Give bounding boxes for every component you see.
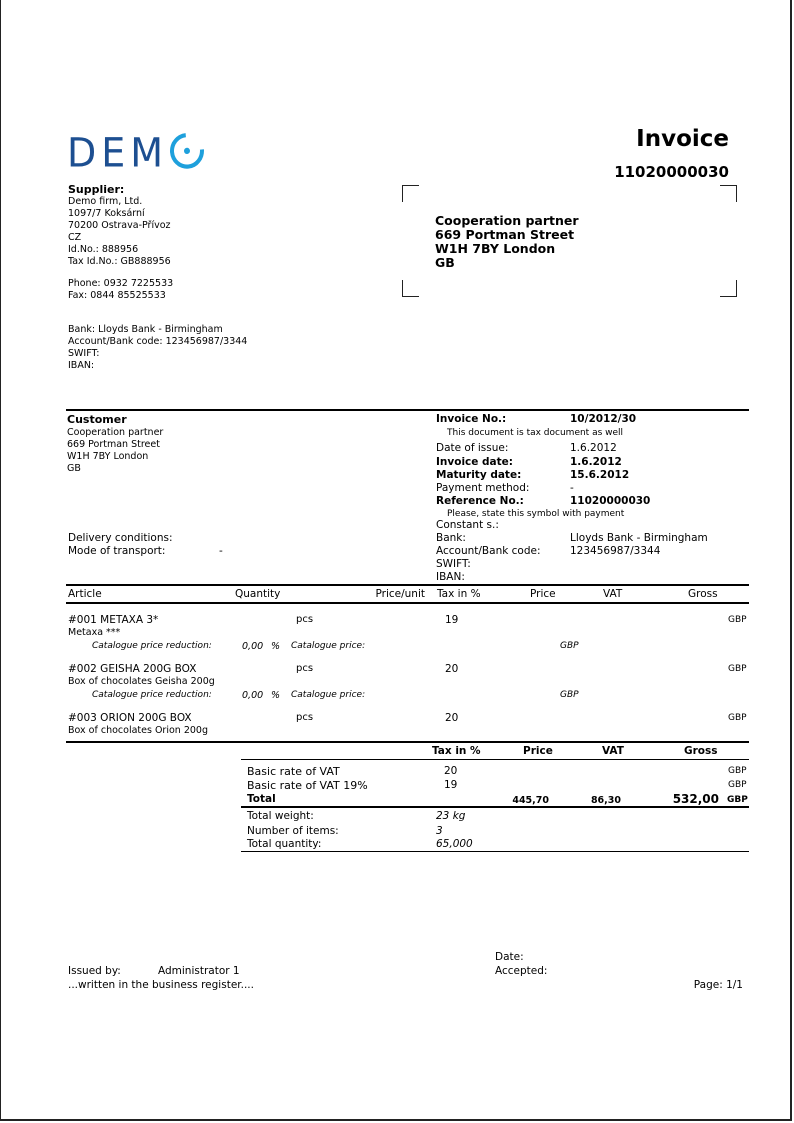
customer-line: W1H 7BY London	[67, 451, 149, 462]
total-gross: 532,00	[672, 792, 719, 806]
accepted-label: Accepted:	[495, 965, 548, 977]
business-register-note: ...written in the business register....	[68, 979, 254, 991]
number-of-items-value: 3	[436, 825, 443, 837]
divider	[241, 759, 749, 760]
divider	[66, 741, 749, 743]
summary-header-gross: Gross	[684, 745, 718, 757]
header-gross: Gross	[688, 588, 718, 600]
summary-tax: 20	[444, 765, 458, 777]
document-number: 11020000030	[614, 163, 729, 181]
supplier-bank: Bank: Lloyds Bank - Birmingham	[68, 324, 223, 335]
catalogue-reduction-value: 0,00	[242, 690, 264, 701]
item-unit: pcs	[296, 614, 314, 625]
catalogue-reduction-label: Catalogue price reduction:	[92, 690, 212, 700]
maturity-date-label: Maturity date:	[436, 469, 522, 481]
item-currency: GBP	[728, 615, 747, 625]
divider	[66, 584, 749, 586]
window-corner-bottom-right	[720, 280, 737, 297]
date-label: Date:	[495, 951, 524, 963]
reference-no-value: 11020000030	[570, 495, 651, 507]
customer-heading: Customer	[67, 413, 127, 426]
issued-by-label: Issued by:	[68, 965, 121, 977]
customer-line: 669 Portman Street	[67, 439, 160, 450]
swift-label: SWIFT:	[436, 558, 471, 570]
logo-text: DEM	[67, 129, 169, 177]
address-line: GB	[435, 255, 455, 270]
bank-label: Bank:	[436, 532, 466, 544]
number-of-items-label: Number of items:	[247, 825, 339, 837]
maturity-date-value: 15.6.2012	[570, 469, 630, 481]
header-price: Price	[530, 588, 556, 600]
mode-of-transport-label: Mode of transport:	[68, 545, 166, 557]
invoice-no-label: Invoice No.:	[436, 413, 507, 425]
item-code: #002 GEISHA 200G BOX	[68, 663, 197, 675]
header-price-unit: Price/unit	[375, 588, 425, 600]
catalogue-reduction-percent: %	[271, 641, 281, 652]
demo-logo	[67, 130, 204, 176]
item-code: #001 METAXA 3*	[68, 614, 159, 626]
supplier-line: Demo firm, Ltd.	[68, 196, 143, 207]
date-of-issue-value: 1.6.2012	[570, 442, 617, 454]
divider	[241, 806, 749, 808]
customer-line: Cooperation partner	[67, 427, 164, 438]
payment-method-label: Payment method:	[436, 482, 530, 494]
window-corner-top-right	[720, 185, 737, 202]
catalogue-reduction-label: Catalogue price reduction:	[92, 641, 212, 651]
item-unit: pcs	[296, 712, 314, 723]
total-weight-label: Total weight:	[247, 810, 314, 822]
total-currency: GBP	[727, 795, 748, 805]
total-label: Total	[247, 793, 276, 805]
catalogue-price-label: Catalogue price:	[291, 641, 366, 651]
supplier-line: 70200 Ostrava-Přívoz	[68, 220, 171, 231]
bank-value: Lloyds Bank - Birmingham	[570, 532, 708, 544]
item-description: Box of chocolates Orion 200g	[68, 725, 208, 736]
item-currency: GBP	[728, 664, 747, 674]
address-line: 669 Portman Street	[435, 227, 575, 242]
total-quantity-label: Total quantity:	[247, 838, 322, 850]
total-price: 445,70	[512, 795, 549, 806]
supplier-account: Account/Bank code: 123456987/3344	[68, 336, 248, 347]
account-value: 123456987/3344	[570, 545, 661, 557]
payment-method-value: -	[570, 482, 574, 494]
customer-line: GB	[67, 463, 81, 474]
catalogue-currency: GBP	[560, 690, 579, 700]
date-of-issue-label: Date of issue:	[436, 442, 509, 454]
mode-of-transport-value: -	[219, 545, 223, 557]
issued-by-value: Administrator 1	[158, 965, 240, 977]
catalogue-reduction-value: 0,00	[242, 641, 264, 652]
supplier-swift: SWIFT:	[68, 348, 100, 359]
tax-document-note: This document is tax document as well	[447, 428, 624, 438]
invoice-date-label: Invoice date:	[436, 456, 513, 468]
header-tax: Tax in %	[437, 588, 481, 600]
supplier-line: Id.No.: 888956	[68, 244, 139, 255]
item-currency: GBP	[728, 713, 747, 723]
summary-currency: GBP	[728, 780, 747, 790]
header-vat: VAT	[603, 588, 623, 600]
item-tax: 19	[445, 614, 459, 626]
address-window	[435, 214, 579, 270]
item-description: Metaxa ***	[68, 627, 121, 638]
summary-currency: GBP	[728, 766, 747, 776]
window-corner-top-left	[402, 185, 419, 202]
supplier-line: Tax Id.No.: GB888956	[68, 256, 171, 267]
supplier-fax: Fax: 0844 85525533	[68, 290, 166, 301]
total-weight-value: 23 kg	[436, 810, 466, 822]
item-unit: pcs	[296, 663, 314, 674]
address-line: Cooperation partner	[435, 213, 579, 228]
supplier-phone: Phone: 0932 7225533	[68, 278, 174, 289]
total-vat: 86,30	[590, 795, 621, 806]
supplier-block	[68, 184, 247, 372]
summary-header-tax: Tax in %	[432, 745, 481, 757]
delivery-conditions-label: Delivery conditions:	[68, 532, 173, 544]
address-line: W1H 7BY London	[435, 241, 556, 256]
document-title: Invoice	[636, 126, 729, 152]
invoice-date-value: 1.6.2012	[570, 456, 622, 468]
summary-label: Basic rate of VAT	[247, 765, 340, 778]
iban-label: IBAN:	[436, 571, 465, 583]
divider	[66, 409, 749, 411]
item-description: Box of chocolates Geisha 200g	[68, 676, 215, 687]
catalogue-price-label: Catalogue price:	[291, 690, 366, 700]
reference-no-label: Reference No.:	[436, 495, 524, 507]
customer-block	[67, 412, 163, 475]
window-corner-bottom-left	[402, 280, 419, 297]
summary-header-vat: VAT	[602, 745, 624, 757]
item-tax: 20	[445, 663, 459, 675]
page-number: Page: 1/1	[693, 979, 743, 991]
header-article: Article	[68, 588, 102, 600]
summary-header-price: Price	[523, 745, 553, 757]
summary-tax: 19	[444, 779, 458, 791]
supplier-line: 1097/7 Koksární	[68, 208, 145, 219]
divider	[66, 602, 749, 604]
reference-note: Please, state this symbol with payment	[447, 509, 625, 519]
header-quantity: Quantity	[235, 588, 281, 600]
item-tax: 20	[445, 712, 459, 724]
supplier-heading: Supplier:	[68, 183, 125, 196]
constant-symbol-label: Constant s.:	[436, 519, 499, 531]
account-label: Account/Bank code:	[436, 545, 541, 557]
catalogue-reduction-percent: %	[271, 690, 281, 701]
total-quantity-value: 65,000	[436, 838, 473, 850]
item-code: #003 ORION 200G BOX	[68, 712, 192, 724]
logo-circle-dot-icon	[163, 126, 211, 176]
supplier-iban: IBAN:	[68, 360, 95, 371]
supplier-line: CZ	[68, 232, 82, 243]
divider	[241, 851, 749, 852]
catalogue-currency: GBP	[560, 641, 579, 651]
summary-label: Basic rate of VAT 19%	[247, 779, 368, 792]
invoice-no-value: 10/2012/30	[570, 413, 637, 425]
